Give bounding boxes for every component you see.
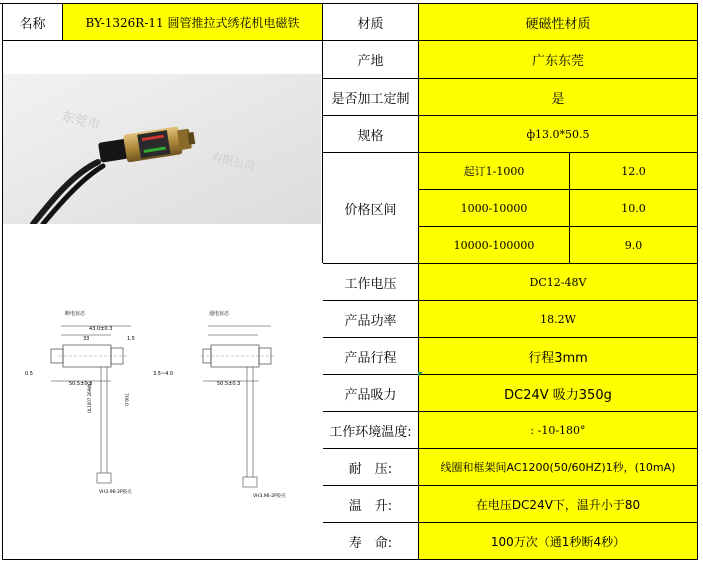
param-value: : -10-180° — [530, 423, 586, 437]
dimension-drawing — [3, 263, 323, 559]
param-label-cell[interactable] — [323, 449, 419, 486]
param-label: 工作电压 — [344, 276, 397, 292]
param-label-cell[interactable] — [323, 486, 419, 523]
product-name: BY-1326R-11 圆管推拉式绣花机电磁铁 — [85, 15, 300, 30]
param-label-cell[interactable] — [323, 301, 419, 338]
param-label-cell[interactable] — [323, 264, 419, 301]
spec-value: 硬磁性材质 — [525, 16, 591, 32]
param-label-cell[interactable] — [323, 375, 419, 412]
spec-label-cell[interactable] — [323, 4, 419, 41]
param-value-cell[interactable] — [419, 338, 698, 375]
technical-drawing — [3, 263, 323, 559]
param-value: 18.2W — [540, 312, 576, 326]
param-value: 行程3mm — [528, 350, 588, 366]
param-label-cell[interactable] — [323, 523, 419, 560]
right-bottom-label: VH3.96-2P胶壳 — [253, 494, 286, 499]
spec-label: 是否加工定制 — [331, 91, 410, 107]
dim-offset: 0.5 — [25, 371, 33, 377]
solenoid-photo-image — [3, 74, 321, 224]
spec-value-cell[interactable] — [419, 116, 698, 153]
watermark-tail-text: 有限公司 — [210, 150, 257, 174]
param-value-cell[interactable] — [419, 264, 698, 301]
price-range-cell[interactable] — [419, 227, 570, 264]
spec-value: 是 — [551, 91, 565, 107]
left-title: 断电状态 — [65, 311, 86, 317]
watermark-text: 东莞市 — [60, 109, 102, 134]
left-bottom-label: VH3.96-2P胶壳 — [99, 490, 132, 495]
param-label: 产品功率 — [344, 313, 397, 329]
product-name-cell[interactable] — [63, 4, 323, 41]
spec-label-cell[interactable] — [323, 79, 419, 116]
spec-label: 产地 — [357, 54, 384, 69]
param-value-cell[interactable] — [419, 301, 698, 338]
param-value-cell[interactable] — [419, 449, 698, 486]
param-value-cell[interactable] — [419, 375, 698, 412]
param-value-cell[interactable] — [419, 486, 698, 523]
spec-label-cell[interactable] — [323, 116, 419, 153]
param-value: 线圈和框架间AC1200(50/60HZ)1秒，(10mA) — [440, 461, 676, 474]
dim-tip: 1.5 — [127, 336, 135, 342]
right-title: 通电状态 — [209, 311, 230, 317]
price-label: 价格区间 — [344, 202, 397, 218]
dim-body: 33 — [83, 336, 90, 342]
dim-right-left: 3.5~4.0 — [153, 371, 174, 377]
param-label: 耐 压: — [348, 461, 393, 477]
price-range-cell[interactable] — [419, 190, 570, 227]
param-value: DC24V 吸力350g — [504, 387, 612, 403]
param-label: 温 升: — [348, 498, 393, 514]
param-label: 产品吸力 — [344, 387, 397, 403]
price-value-cell[interactable] — [570, 153, 698, 190]
param-label-cell[interactable] — [323, 338, 419, 375]
price-value: 9.0 — [624, 238, 643, 252]
dim-right-bottom: 50.5±0.3 — [217, 381, 241, 387]
wire-note: UL1007 26AWG — [87, 381, 92, 413]
price-range: 10000-100000 — [453, 238, 535, 252]
param-value-cell[interactable] — [419, 523, 698, 560]
price-range-cell[interactable] — [419, 153, 570, 190]
price-value: 12.0 — [621, 164, 646, 178]
param-value: 在电压DC24V下，温升小于80 — [475, 497, 641, 512]
spec-value-cell[interactable] — [419, 4, 698, 41]
name-label-cell[interactable] — [3, 4, 63, 41]
cell-comment-indicator — [418, 372, 423, 377]
price-value: 10.0 — [621, 201, 646, 215]
price-value-cell[interactable] — [570, 227, 698, 264]
dim-bottom: 50.5±0.3 — [69, 381, 93, 387]
param-label-cell[interactable] — [323, 412, 419, 449]
spec-value-cell[interactable] — [419, 79, 698, 116]
dim-cable: 700.0 — [123, 393, 128, 406]
param-value: 100万次（通1秒断4秒） — [490, 534, 626, 549]
param-label: 产品行程 — [344, 350, 397, 366]
param-label: 工作环境温度: — [329, 424, 412, 440]
price-value-cell[interactable] — [570, 190, 698, 227]
param-value-cell[interactable] — [419, 412, 698, 449]
price-range: 起订1-1000 — [463, 165, 525, 178]
spec-label: 材质 — [357, 16, 384, 32]
name-label: 名称 — [19, 16, 46, 32]
spec-label-cell[interactable] — [323, 41, 419, 79]
spec-value: ф13.0*50.5 — [526, 127, 590, 141]
spec-value-cell[interactable] — [419, 41, 698, 79]
param-label: 寿 命: — [348, 535, 393, 551]
spec-label: 规格 — [357, 128, 384, 144]
spec-value: 广东东莞 — [531, 54, 584, 69]
price-label-cell[interactable] — [323, 153, 419, 264]
dim-total: 43.0±0.3 — [89, 326, 113, 332]
param-value: DC12-48V — [529, 275, 587, 289]
product-photo — [3, 74, 321, 224]
price-range: 1000-10000 — [460, 201, 528, 215]
